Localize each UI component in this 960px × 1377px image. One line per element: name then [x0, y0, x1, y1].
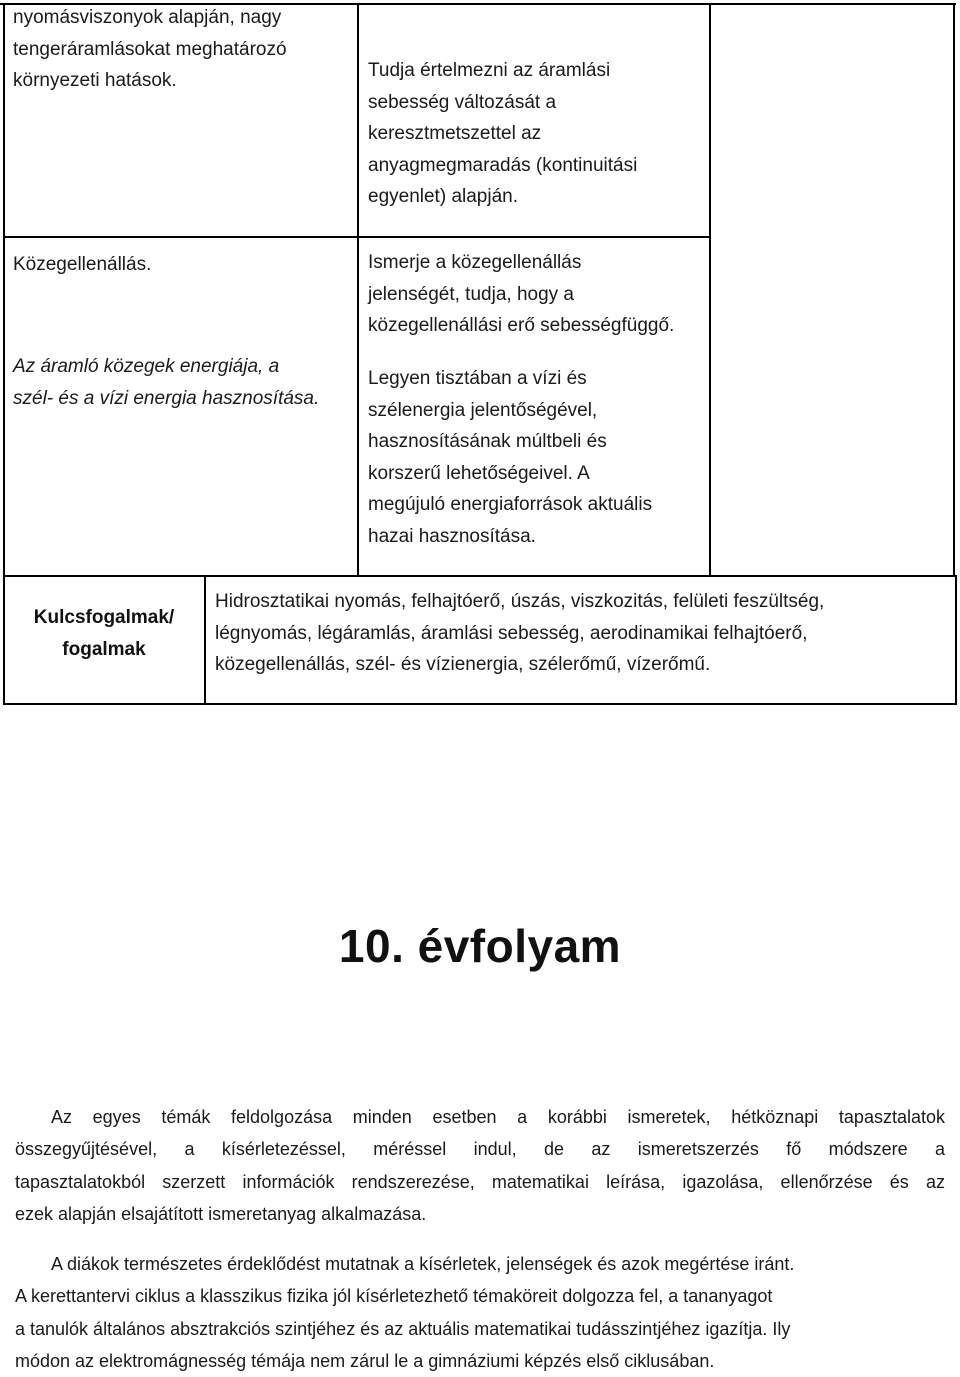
text-line: jelenségét, tudja, hogy a: [368, 283, 574, 305]
text-line: környezeti hatások.: [13, 70, 177, 91]
text-line: szél- és a vízi energia hasznosítása.: [13, 387, 320, 409]
paragraph-line: tapasztalatokból szerzett információk rendszerezése, matematikai leírása, igazolása, ellenőrzése és az: [15, 1171, 945, 1192]
text-line: közegellenállási erő sebességfüggő.: [368, 315, 675, 336]
text-line: tengeráramlásokat meghatározó: [13, 38, 287, 60]
keywords-label: [4, 602, 204, 665]
text-line: sebesség változását a: [368, 91, 557, 113]
table-keywords-border-right: [955, 575, 957, 705]
text-line: keresztmetszettel az: [368, 123, 542, 144]
paragraph-line: Az egyes témák feldolgozása minden esetben a korábbi ismeretek, hétköznapi tapasztalatok: [51, 1107, 945, 1127]
text-line: megújuló energiaforrások aktuális: [368, 494, 653, 515]
keywords-content: [215, 586, 953, 681]
text-line: korszerű lehetőségeivel. A: [368, 462, 590, 484]
text-line: anyagmegmaradás (kontinuitási: [368, 154, 638, 176]
text-line: fogalmak: [62, 638, 146, 660]
table-keywords-border-bottom: [3, 703, 957, 705]
text-line: Ismerje a közegellenállás: [368, 252, 582, 273]
text-line: Az áramló közegek energiája, a: [13, 356, 280, 377]
cell-col2-row2b: [368, 363, 708, 552]
paragraph-line: ezek alapján elsajátított ismeretanyag alkalmazása.: [15, 1203, 427, 1224]
text-line: hasznosításának múltbeli és: [368, 431, 607, 452]
cell-col2-row2a: [368, 247, 708, 342]
table-top-divider-2: [709, 3, 711, 575]
table-top-border-right: [953, 3, 955, 575]
text-line: hazai hasznosítása.: [368, 525, 536, 547]
text-line: Kulcsfogalmak/: [33, 607, 175, 628]
paragraph-line: módon az elektromágnesség témája nem zárul le a gimnáziumi képzés első ciklusában.: [15, 1350, 715, 1371]
cell-col1-row2b: [13, 351, 353, 414]
text-line: Közegellenállás.: [13, 254, 152, 275]
cell-col1-row1: [13, 2, 353, 97]
cell-col2-row1: [368, 55, 708, 213]
text-line: Tudja értelmezni az áramlási: [368, 60, 611, 81]
text-line: légnyomás, légáramlás, áramlási sebesség, aerodinamikai felhajtóerő,: [215, 622, 808, 644]
text-line: egyenlet) alapján.: [368, 186, 518, 207]
table-top-border-left: [3, 3, 5, 575]
table-top-divider-1: [357, 3, 359, 575]
paragraph-line: a tanulók általános absztrakciós szintjéhez és az aktuális matematikai tudásszintjéhez igazítja. Ily: [15, 1318, 791, 1339]
text-line: Legyen tisztában a vízi és: [368, 368, 587, 389]
section-heading: 10. évfolyam: [338, 920, 622, 972]
paragraph-line: A diákok természetes érdeklődést mutatnak a kísérletek, jelenségek és azok megértése iránt.: [51, 1254, 795, 1274]
cell-col1-row2a: [13, 249, 353, 281]
text-line: Hidrosztatikai nyomás, felhajtóerő, úszás, viszkozitás, felületi feszültség,: [215, 591, 825, 612]
table-top-row-divider: [3, 236, 710, 238]
text-line: közegellenállás, szél- és vízienergia, szélerőmű, vízerőmű.: [215, 654, 711, 675]
text-line: nyomásviszonyok alapján, nagy: [13, 7, 282, 28]
paragraph-line: A kerettantervi ciklus a klasszikus fizika jól kísérletezhető témaköreit dolgozza fel, a tananyagot: [15, 1286, 773, 1307]
paragraph-line: összegyűjtésével, a kísérletezéssel, méréssel indul, de az ismeretszerzés fő módszere a: [15, 1139, 945, 1160]
paragraph-2: [15, 1248, 945, 1377]
paragraph-1: [15, 1101, 945, 1230]
table-keywords-divider: [204, 575, 206, 705]
text-line: szélenergia jelentőségével,: [368, 399, 598, 421]
table-keywords-border-top: [3, 575, 957, 577]
